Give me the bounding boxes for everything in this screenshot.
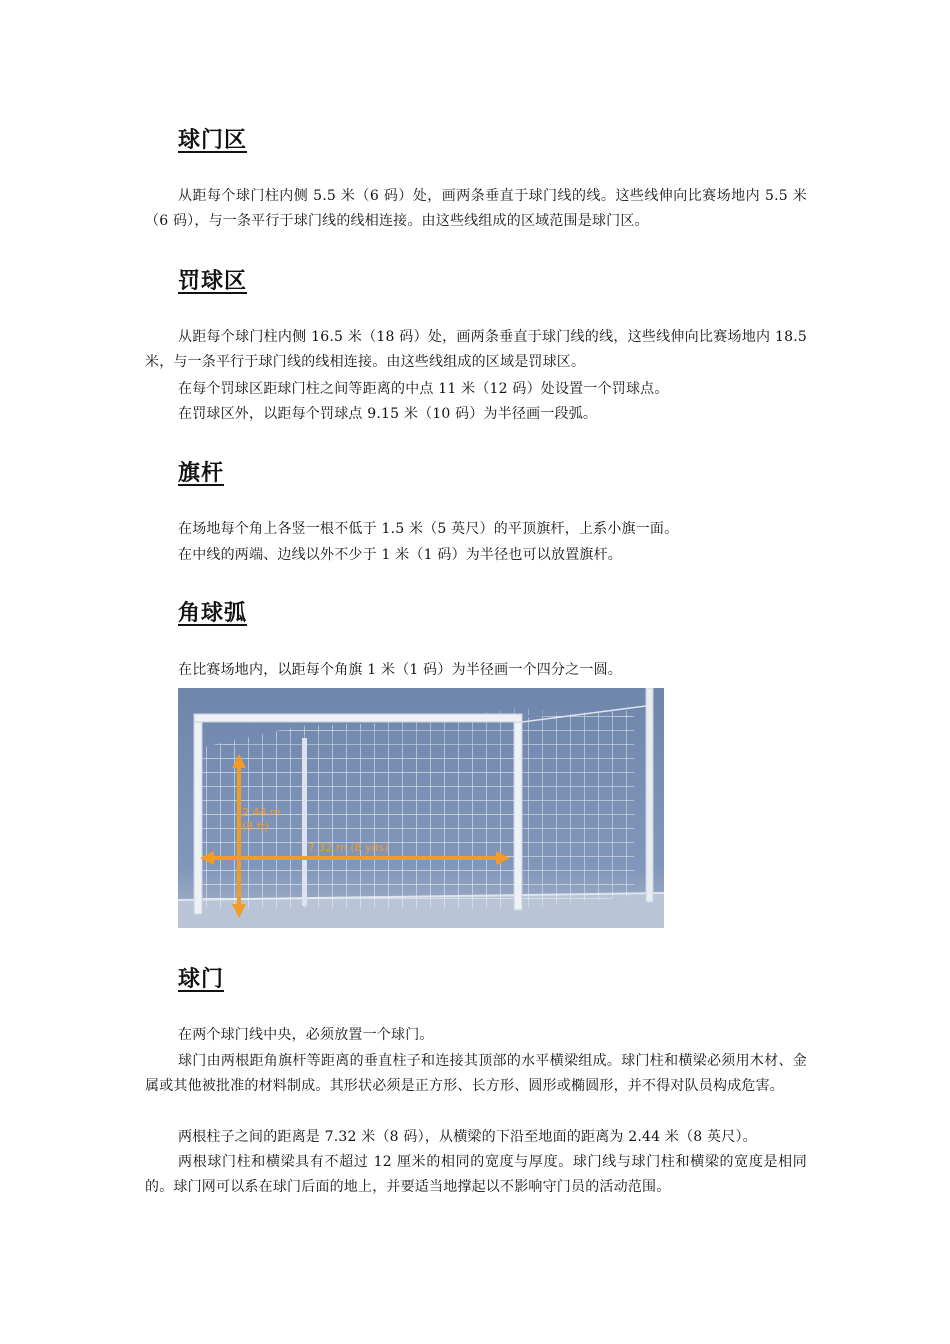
heading-goal: 球门 <box>178 967 225 992</box>
paragraph-goal-4: 两根球门柱和横梁具有不超过 12 厘米的相同的宽度与厚度。球门线与球门柱和横梁的宽度是相同的。球门网可以系在球门后面的地上，并要适当地撑起以不影响守门员的活动范围。 <box>145 1154 807 1195</box>
paragraph-corner-arc-1: 在比赛场地内，以距每个角旗 1 米（1 码）为半径画一个四分之一圆。 <box>178 662 622 678</box>
heading-penalty-area: 罚球区 <box>178 269 248 294</box>
paragraph-goal-3: 两根柱子之间的距离是 7.32 米（8 码），从横梁的下沿至地面的距离为 2.44 米（8 英尺）。 <box>178 1129 757 1145</box>
paragraph-flagpost-2: 在中线的两端、边线以外不少于 1 米（1 码）为半径也可以放置旗杆。 <box>178 547 622 563</box>
paragraph-penalty-area-3: 在罚球区外，以距每个罚球点 9.15 米（10 码）为半径画一段弧。 <box>178 406 598 422</box>
heading-goal-area: 球门区 <box>178 128 248 153</box>
paragraph-goal-area-1: 从距每个球门柱内侧 5.5 米（6 码）处，画两条垂直于球门线的线。这些线伸向比赛场地内 5.5 米（6 码），与一条平行于球门线的线相连接。由这些线组成的区域范围是球门区。 <box>145 188 807 229</box>
width-label: 7.32 m (8 yds) <box>308 841 389 854</box>
goal-illustration <box>178 688 664 928</box>
height-label-line2: (8 ft) <box>242 820 270 833</box>
paragraph-penalty-area-2: 在每个罚球区距球门柱之间等距离的中点 11 米（12 码）处设置一个罚球点。 <box>178 381 669 397</box>
paragraph-flagpost-1: 在场地每个角上各竖一根不低于 1.5 米（5 英尺）的平顶旗杆，上系小旗一面。 <box>178 521 679 537</box>
height-label-line1: 2.44 m <box>242 806 281 819</box>
heading-flagpost: 旗杆 <box>178 461 225 486</box>
paragraph-penalty-area-1: 从距每个球门柱内侧 16.5 米（18 码）处，画两条垂直于球门线的线，这些线伸向比赛场地内 18.5 米，与一条平行于球门线的线相连接。由这些线组成的区域是罚球区。 <box>145 329 807 370</box>
paragraph-goal-1: 在两个球门线中央，必须放置一个球门。 <box>178 1027 434 1043</box>
heading-corner-arc: 角球弧 <box>178 601 248 626</box>
paragraph-goal-2: 球门由两根距角旗杆等距离的垂直柱子和连接其顶部的水平横梁组成。球门柱和横梁必须用木材、金属或其他被批准的材料制成。其形状必须是正方形、长方形、圆形或椭圆形，并不得对队员构成危害。 <box>145 1053 807 1094</box>
